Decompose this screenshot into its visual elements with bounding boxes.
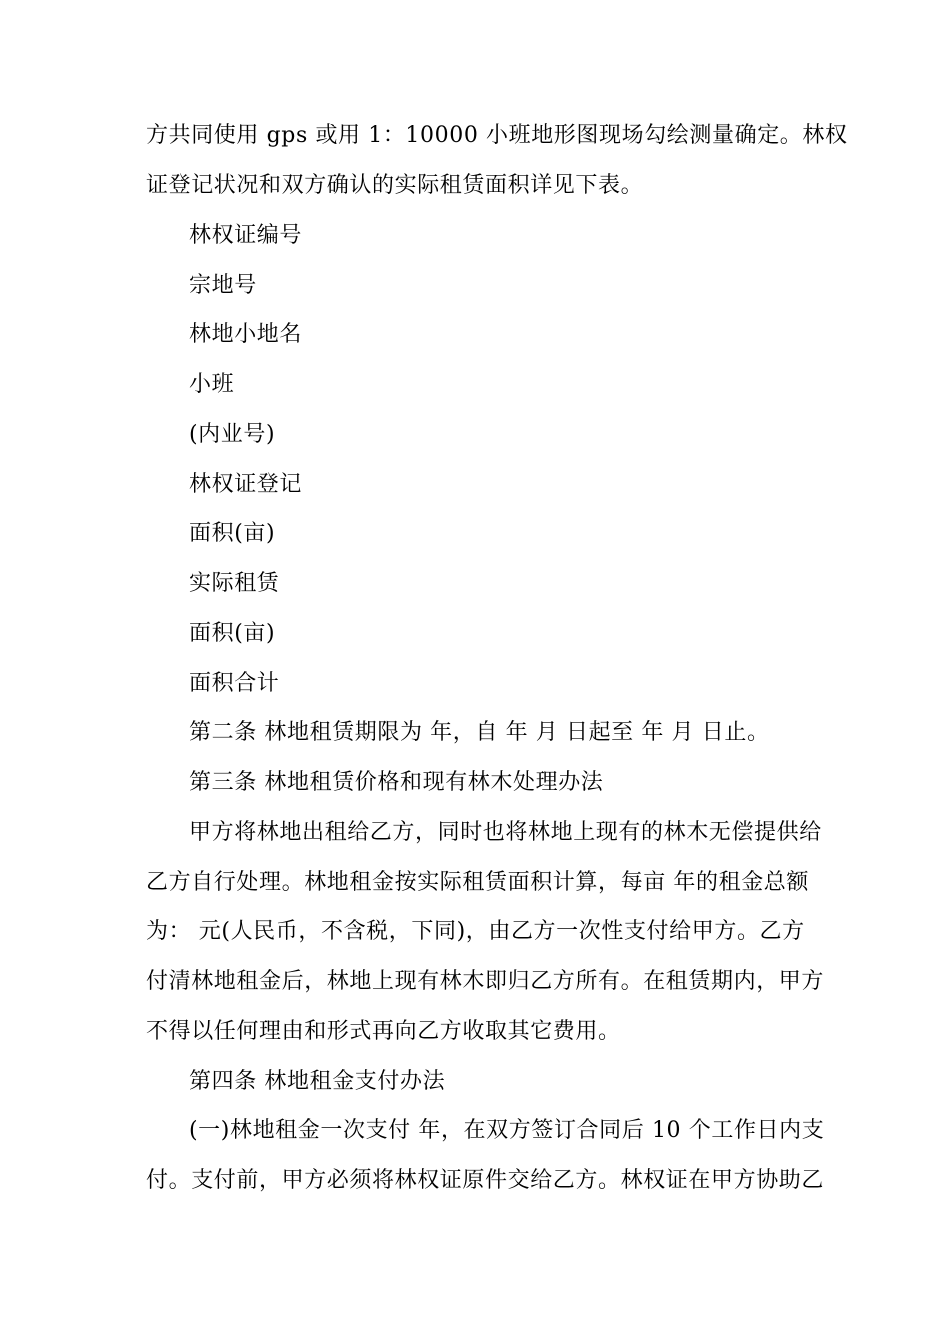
text-line: (一)林地租金一次支付 年，在双方签订合同后 10 个工作日内支 [189, 1118, 825, 1143]
text-line: 证登记状况和双方确认的实际租赁面积详见下表。 [146, 173, 644, 198]
section-heading: 第三条 林地租赁价格和现有林木处理办法 [189, 770, 604, 795]
text-line: 林权证编号 [189, 223, 303, 248]
text-line: 付。支付前，甲方必须将林权证原件交给乙方。林权证在甲方协助乙 [146, 1168, 825, 1193]
section-heading: 第二条 林地租赁期限为 年，自 年 月 日起至 年 月 日止。 [189, 720, 770, 745]
text-line: 面积(亩) [189, 521, 276, 546]
section-heading: 第四条 林地租金支付办法 [189, 1069, 446, 1094]
text-line: 林地小地名 [189, 322, 303, 347]
text-line: 宗地号 [189, 273, 257, 298]
text-line: 甲方将林地出租给乙方，同时也将林地上现有的林木无偿提供给 [189, 820, 822, 845]
text-line: 林权证登记 [189, 472, 303, 497]
text-line: 为： 元(人民币，不含税，下同)，由乙方一次性支付给甲方。乙方 [146, 919, 805, 944]
text-line: 方共同使用 gps 或用 1：10000 小班地形图现场勾绘测量确定。林权 [146, 123, 848, 148]
text-line: 付清林地租金后，林地上现有林木即归乙方所有。在租赁期内，甲方 [146, 969, 825, 994]
text-line: 面积(亩) [189, 621, 276, 646]
text-line: (内业号) [189, 422, 276, 447]
text-line: 小班 [189, 372, 235, 397]
text-line: 乙方自行处理。林地租金按实际租赁面积计算，每亩 年的租金总额 [146, 870, 809, 895]
text-line: 面积合计 [189, 671, 280, 696]
text-line: 实际租赁 [189, 571, 280, 596]
text-line: 不得以任何理由和形式再向乙方收取其它费用。 [146, 1019, 621, 1044]
